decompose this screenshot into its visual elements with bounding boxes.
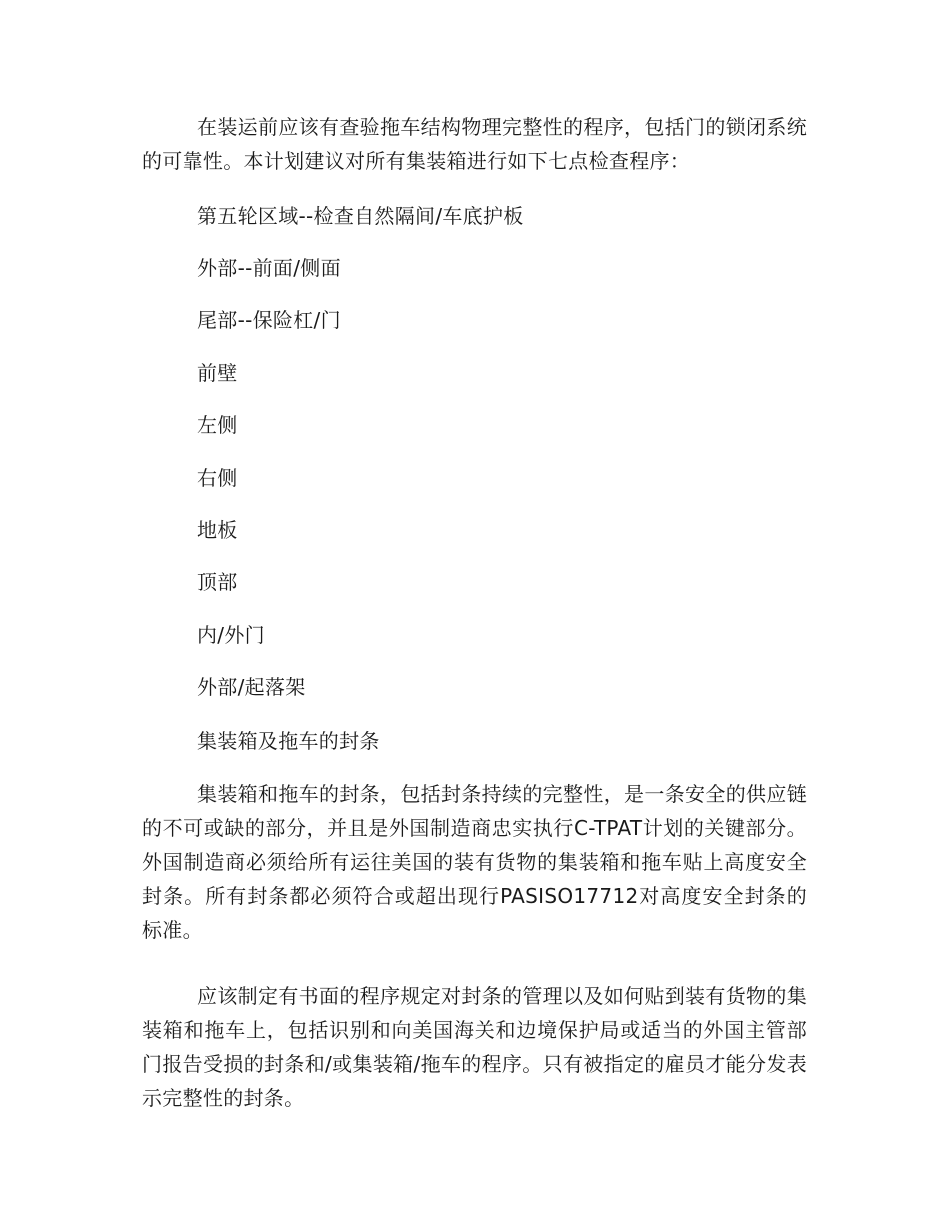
checklist-item-roof: 顶部 [197,570,238,594]
section-heading: 集装箱及拖车的封条 [197,729,380,753]
checklist-item-left-side: 左侧 [197,413,238,437]
seals-paragraph: 集装箱和拖车的封条，包括封条持续的完整性，是一条安全的供应链的不可或缺的部分，并且是外国制造商忠实执行C-TPAT计划的关键部分。外国制造商必须给所有运往美国的装有货物的集装箱和拖车贴上高度安全封条。所有封条都必须符合或超出现行PASISO17712对高度安全封条的标准。 [142,782,807,942]
checklist-item-front-wall: 前壁 [197,361,238,385]
checklist-item-floor: 地板 [197,518,238,542]
intro-paragraph: 在装运前应该有查验拖车结构物理完整性的程序，包括门的锁闭系统的可靠性。本计划建议对所有集装箱进行如下七点检查程序： [142,115,807,173]
checklist-item-fifth-wheel: 第五轮区域--检查自然隔间/车底护板 [197,204,524,228]
checklist-item-exterior-front-side: 外部--前面/侧面 [197,256,341,280]
checklist-item-outside-undercarriage: 外部/起落架 [197,675,306,699]
seal-procedures-paragraph: 应该制定有书面的程序规定对封条的管理以及如何贴到装有货物的集装箱和拖车上，包括识别和向美国海关和边境保护局或适当的外国主管部门报告受损的封条和/或集装箱/拖车的程序。只有被指定的雇员才能分发表示完整性的封条。 [142,984,807,1110]
checklist-item-right-side: 右侧 [197,466,238,490]
checklist-item-rear-bumper-doors: 尾部--保险杠/门 [197,308,341,332]
checklist-item-inside-outside-doors: 内/外门 [197,623,265,647]
